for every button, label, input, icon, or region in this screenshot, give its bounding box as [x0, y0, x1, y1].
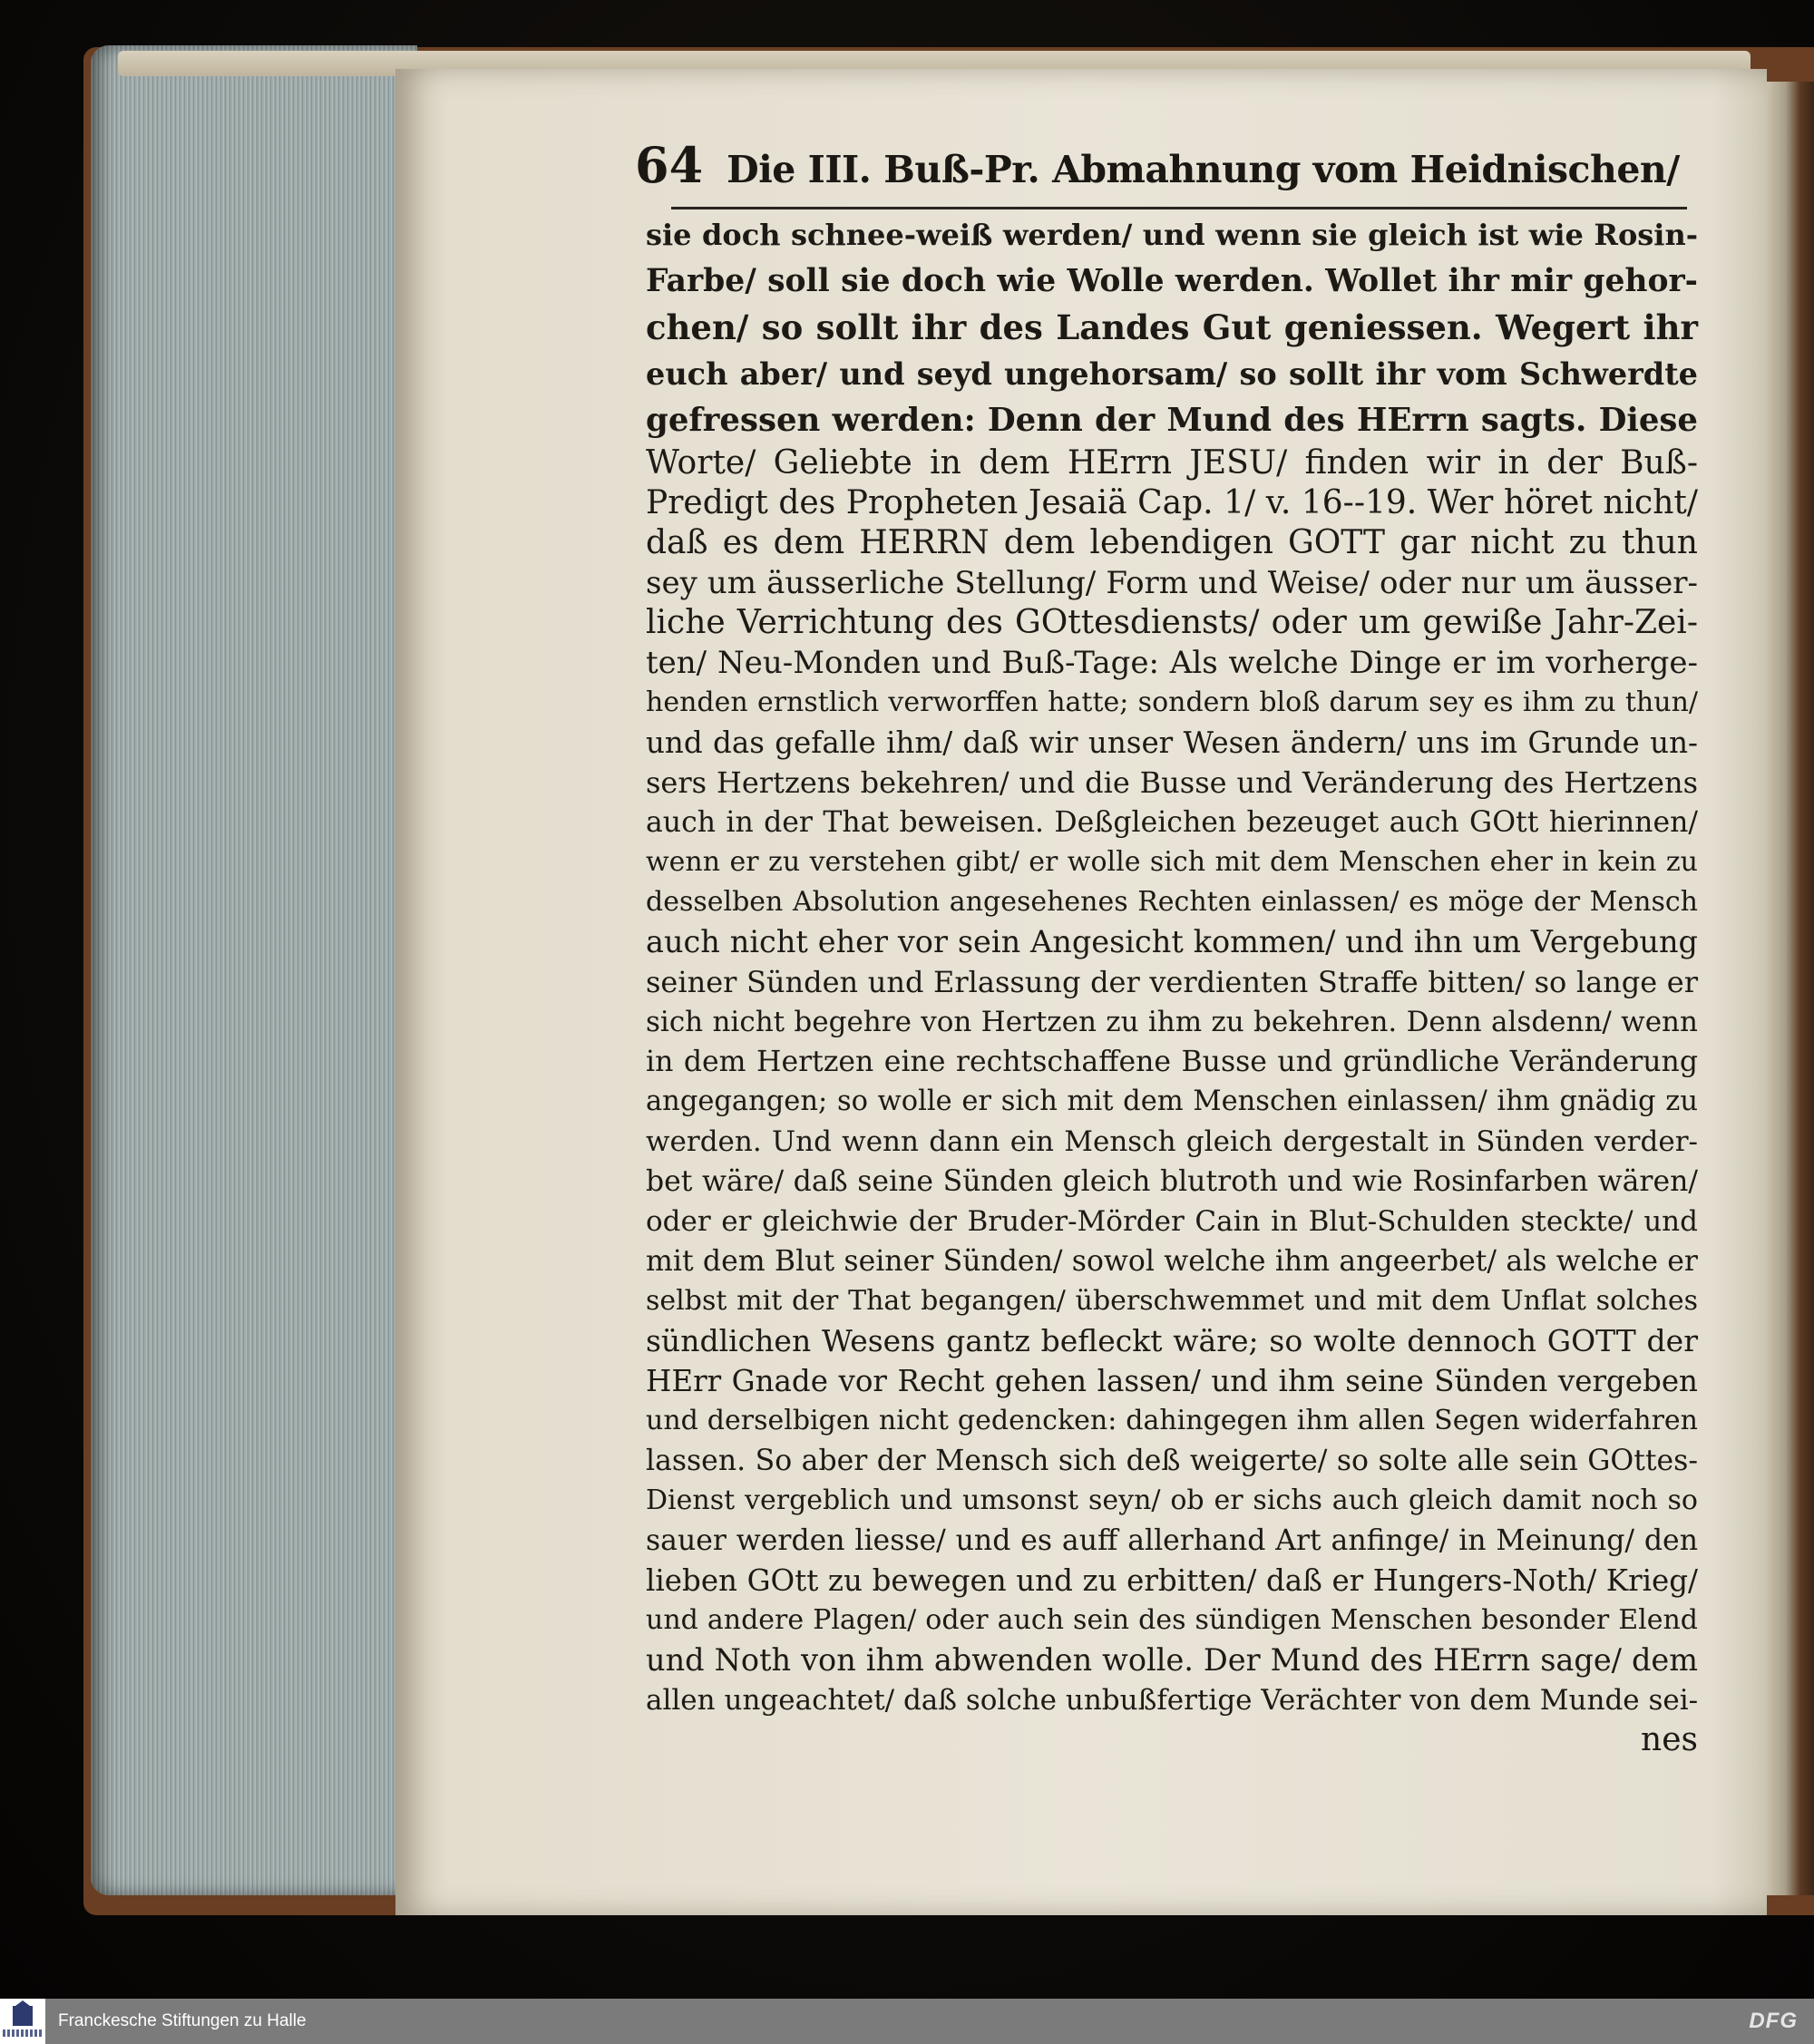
text-line: angegangen; so wolle er sich mit dem Menschen einlassen/ ihm gnädig zu [646, 1085, 1698, 1117]
text-line: Predigt des Propheten Jesaiä Cap. 1/ v. 16--19. Wer höret nicht/ [646, 484, 1698, 521]
text-line: lieben GOtt zu bewegen und zu erbitten/ daß er Hungers-Noth/ Krieg/ [646, 1563, 1698, 1598]
text-line: sich nicht begehre von Hertzen zu ihm zu bekehren. Denn alsdenn/ wenn [646, 1006, 1698, 1038]
page-header [635, 136, 1687, 209]
page-number: 64 [635, 136, 704, 194]
viewer-footer [0, 1999, 1814, 2044]
text-line: und andere Plagen/ oder auch sein des sündigen Menschen besonder Elend [646, 1604, 1698, 1636]
text-line: sie doch schnee-weiß werden/ und wenn sie gleich ist wie Rosin- [646, 218, 1698, 252]
institution-name: Franckesche Stiftungen zu Halle [58, 2011, 307, 2030]
text-line: euch aber/ und seyd ungehorsam/ so sollt ihr vom Schwerdte [646, 356, 1698, 392]
text-line: wenn er zu verstehen gibt/ er wolle sich mit dem Menschen eher in kein zu [646, 846, 1698, 878]
text-line: gefressen werden: Denn der Mund des HErrn sagts. Diese [646, 402, 1698, 439]
text-line: auch nicht eher vor sein Angesicht kommen/ und ihn um Vergebung [646, 924, 1698, 959]
text-line: chen/ so sollt ihr des Landes Gut geniessen. Wegert ihr [646, 307, 1698, 347]
text-line: in dem Hertzen eine rechtschaffene Busse und gründliche Veränderung [646, 1046, 1698, 1078]
text-line: sündlichen Wesens gantz befleckt wäre; so wolte dennoch GOTT der [646, 1323, 1698, 1358]
text-line: und das gefalle ihm/ daß wir unser Wesen ändern/ uns im Grunde un- [646, 725, 1698, 760]
text-line: oder er gleichwie der Bruder-Mörder Cain in Blut-Schulden steckte/ und [646, 1205, 1698, 1238]
text-line: desselben Absolution angesehenes Rechten einlassen/ es möge der Mensch [646, 886, 1698, 918]
text-line: auch in der That beweisen. Deßgleichen bezeuget auch GOtt hierinnen/ [646, 806, 1698, 839]
text-line: sers Hertzens bekehren/ und die Busse und Veränderung des Hertzens [646, 765, 1698, 800]
dfg-logo: DFG [1749, 2009, 1798, 2033]
text-line: seiner Sünden und Erlassung der verdienten Straffe bitten/ so lange er [646, 965, 1698, 999]
text-line: bet wäre/ daß seine Sünden gleich blutroth und wie Rosinfarben wären/ [646, 1165, 1698, 1198]
text-line: Dienst vergeblich und umsonst seyn/ ob er sichs auch gleich damit noch so [646, 1484, 1698, 1516]
institution-logo-icon [0, 1999, 45, 2044]
text-line: Worte/ Geliebte in dem HErrn JESU/ finden wir in der Buß- [646, 444, 1698, 482]
text-line: selbst mit der That begangen/ überschwemmet und mit dem Unflat solches [646, 1285, 1698, 1317]
text-line: mit dem Blut seiner Sünden/ sowol welche ihm angeerbet/ als welche er [646, 1245, 1698, 1278]
catchword: nes [1641, 1721, 1698, 1758]
page-edges [91, 45, 417, 1895]
text-line: daß es dem HERRN dem lebendigen GOTT gar nicht zu thun [646, 524, 1698, 561]
text-line: HErr Gnade vor Recht gehen lassen/ und ihm seine Sünden vergeben [646, 1364, 1698, 1398]
running-title: Die III. Buß-Pr. Abmahnung vom Heidnischen/ [727, 148, 1680, 191]
header-rule [671, 207, 1687, 209]
body-text [646, 212, 1698, 1760]
text-line: werden. Und wenn dann ein Mensch gleich dergestalt in Sünden verder- [646, 1125, 1698, 1158]
facing-page-edge [1767, 82, 1814, 1895]
text-line: sauer werden liesse/ und es auff allerhand Art anfinge/ in Meinung/ den [646, 1524, 1698, 1557]
text-line: henden ernstlich verworffen hatte; sondern bloß darum sey es ihm zu thun/ [646, 686, 1698, 718]
text-line: und derselbigen nicht gedencken: dahingegen ihm allen Segen widerfahren [646, 1405, 1698, 1436]
text-line: Farbe/ soll sie doch wie Wolle werden. Wollet ihr mir gehor- [646, 263, 1698, 299]
text-line: allen ungeachtet/ daß solche unbußfertige Verächter von dem Munde sei- [646, 1684, 1699, 1717]
text-line: sey um äusserliche Stellung/ Form und Weise/ oder nur um äusser- [646, 565, 1698, 601]
text-line: liche Verrichtung des GOttesdiensts/ oder um gewiße Jahr-Zei- [646, 604, 1698, 641]
text-line: und Noth von ihm abwenden wolle. Der Mund des HErrn sage/ dem [646, 1642, 1698, 1678]
text-line: ten/ Neu-Monden und Buß-Tage: Als welche Dinge er im vorherge- [646, 645, 1698, 681]
text-line: lassen. So aber der Mensch sich deß weigerte/ so solte alle sein GOttes- [646, 1445, 1698, 1477]
